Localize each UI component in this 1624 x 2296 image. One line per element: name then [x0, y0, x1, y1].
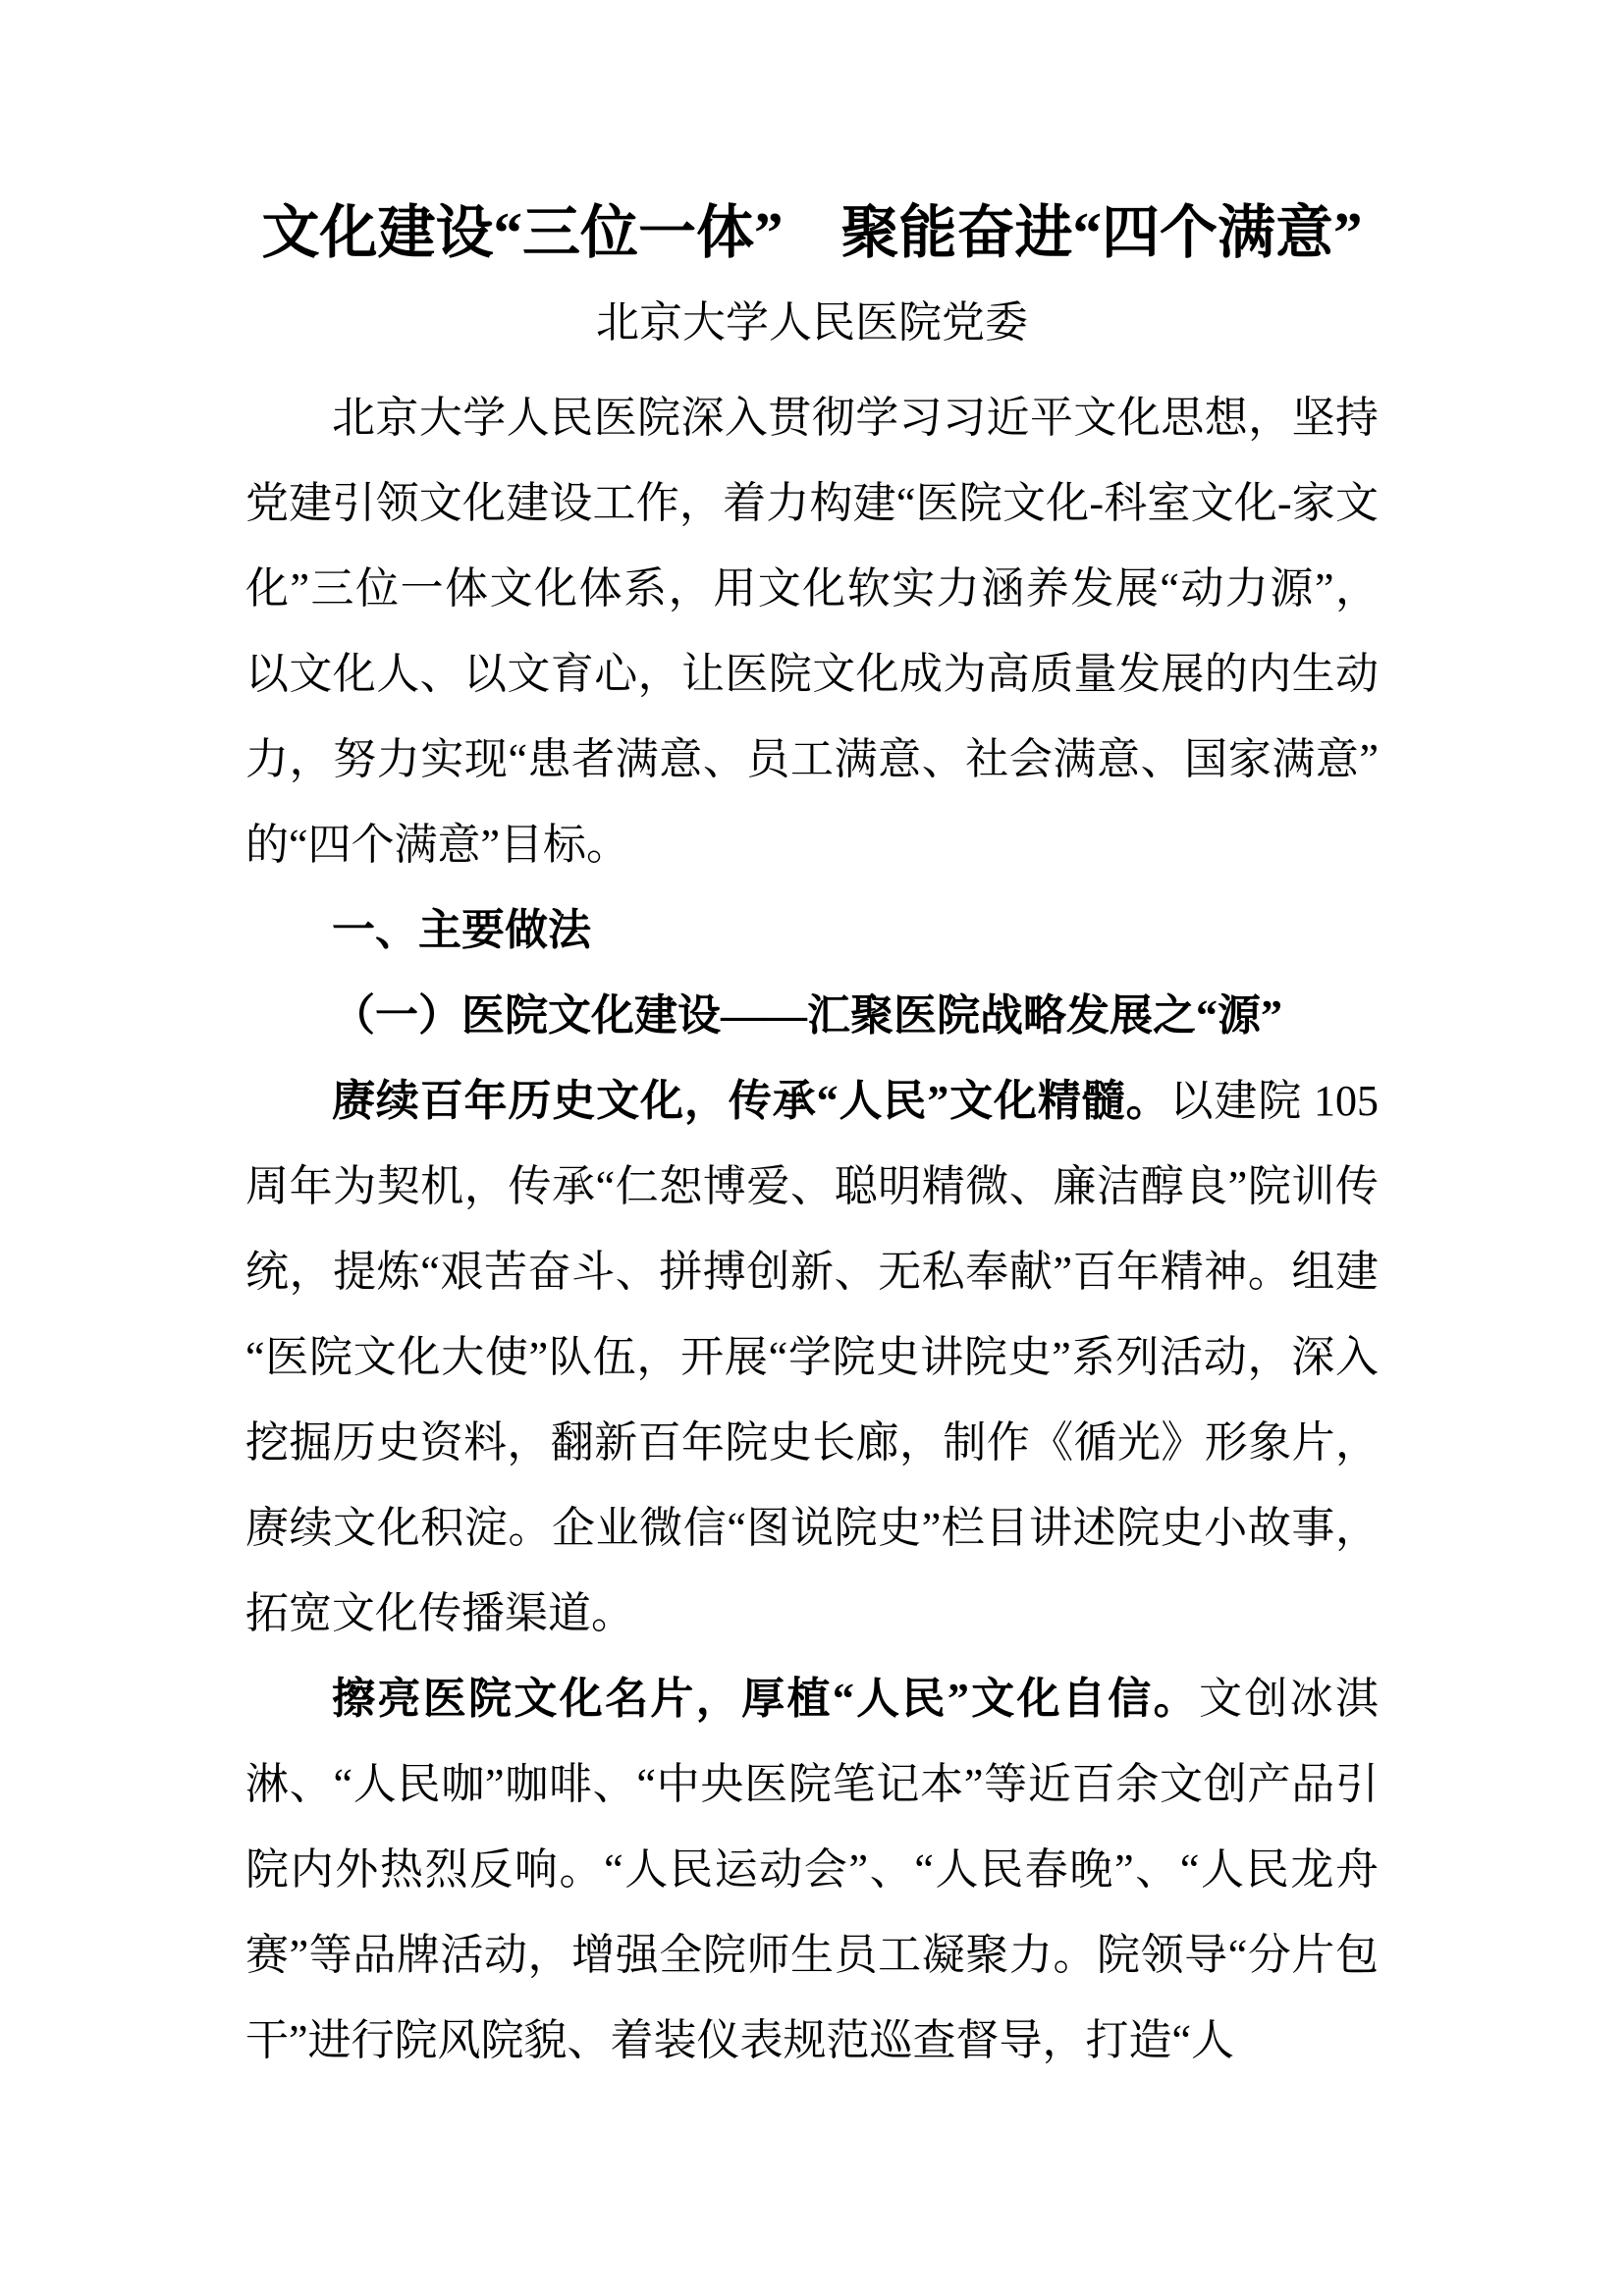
document-body	[245, 375, 1379, 2083]
paragraph-culture-card-body: 文创冰淇淋、“人民咖”咖啡、“中央医院笔记本”等近百余文创产品引院内外热烈反响。“人民运动会”、“人民春晚”、“人民龙舟赛”等品牌活动，增强全院师生员工凝聚力。院领导“分片包干”进行院风院貌、着装仪表规范巡查督导，打造“人	[245, 1675, 1380, 2064]
paragraph-culture-card-lead: 擦亮医院文化名片，厚植“人民”文化自信。	[332, 1675, 1199, 1723]
document-content	[245, 0, 1379, 2083]
paragraph-history-lead: 赓续百年历史文化，传承“人民”文化精髓。	[332, 1077, 1170, 1125]
document-byline: 北京大学人民医院党委	[596, 298, 1028, 347]
document-title: 文化建设“三位一体” 聚能奋进“四个满意”	[261, 200, 1363, 265]
paragraph-history-body: 以建院 105 周年为契机，传承“仁恕博爱、聪明精微、廉洁醇良”院训传统，提炼“艰苦奋斗、拼搏创新、无私奉献”百年精神。组建“医院文化大使”队伍，开展“学院史讲院史”系列活动，深入挖掘历史资料，翻新百年院史长廊，制作《循光》形象片，赓续文化积淀。企业微信“图说院史”栏目讲述院史小故事，拓宽文化传播渠道。	[245, 1077, 1379, 1637]
subsection-heading-hospital-culture: （一）医院文化建设——汇聚医院战略发展之“源”	[332, 991, 1282, 1040]
section-heading-main-measures: 一、主要做法	[332, 906, 591, 954]
intro-paragraph: 北京大学人民医院深入贯彻学习习近平文化思想，坚持党建引领文化建设工作，着力构建“医院文化-科室文化-家文化”三位一体文化体系，用文化软实力涵养发展“动力源”，以文化人、以文育心，让医院文化成为高质量发展的内生动力，努力实现“患者满意、员工满意、社会满意、国家满意”的“四个满意”目标。	[245, 394, 1379, 869]
paragraph-culture-card	[245, 1656, 1379, 2083]
paragraph-history	[245, 1058, 1379, 1656]
